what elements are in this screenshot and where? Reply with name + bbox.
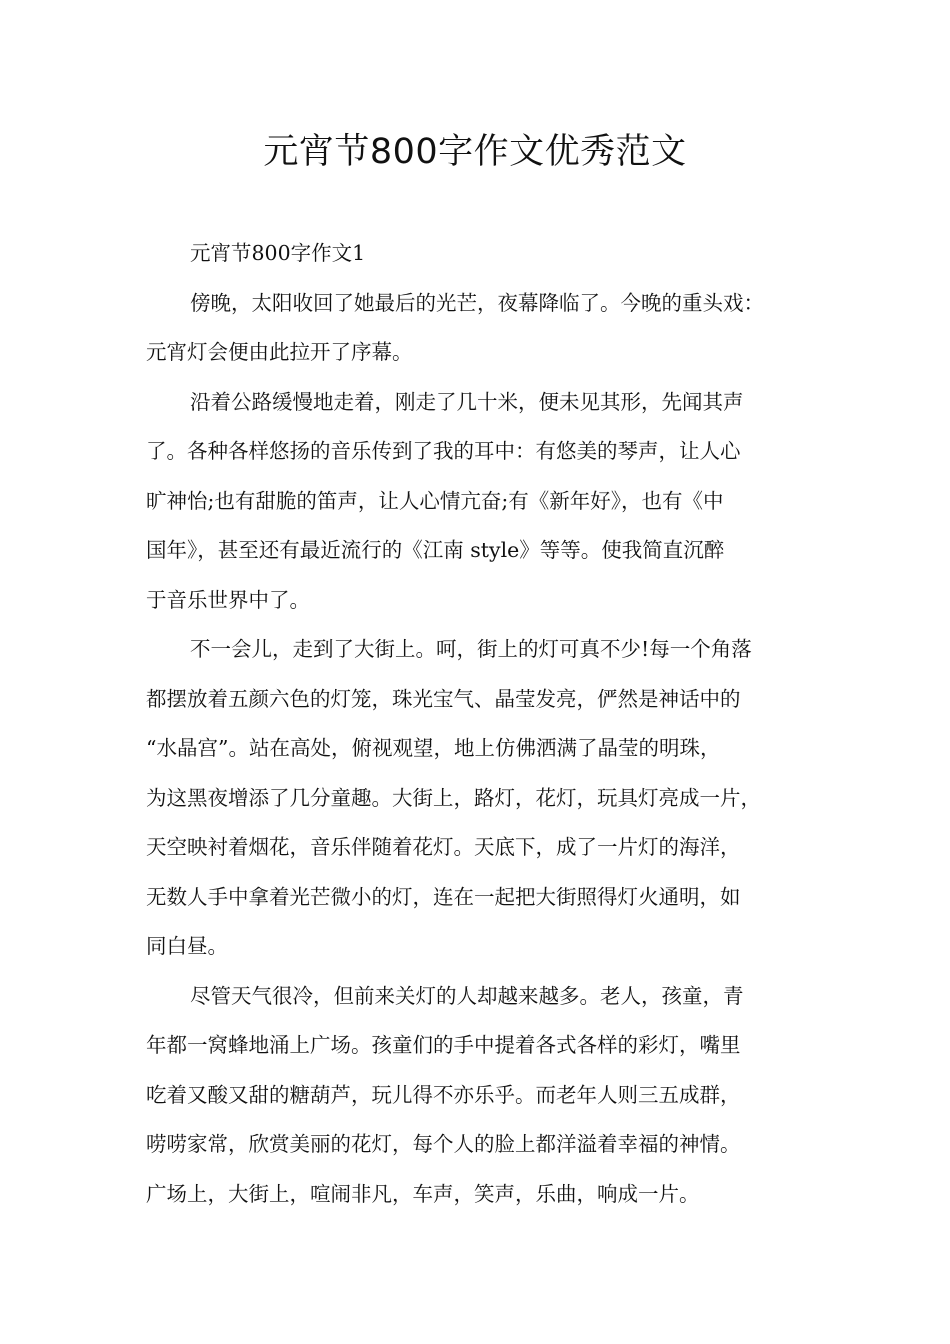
- paragraph-4: [146, 972, 822, 1220]
- document-title: 元宵节800字作文优秀范文: [263, 132, 687, 172]
- paragraph-line: 为这黑夜增添了几分童趣。大街上，路灯，花灯，玩具灯亮成一片，: [146, 785, 761, 810]
- paragraph-3: [146, 625, 822, 972]
- section-heading: 元宵节800字作文1: [190, 241, 366, 265]
- paragraph-line: 唠唠家常，欣赏美丽的花灯，每个人的脸上都洋溢着幸福的神情。: [146, 1132, 741, 1156]
- paragraph-1: [146, 279, 822, 378]
- paragraph-line: 旷神怡;也有甜脆的笛声，让人心情亢奋;有《新年好》，也有《中: [146, 488, 724, 513]
- paragraph-line: 都摆放着五颜六色的灯笼，珠光宝气、晶莹发亮，俨然是神话中的: [146, 686, 741, 711]
- paragraph-line: 沿着公路缓慢地走着，刚走了几十米，便未见其形，先闻其声: [190, 389, 744, 414]
- paragraph-line: 年都一窝蜂地涌上广场。孩童们的手中提着各式各样的彩灯，嘴里: [146, 1033, 741, 1057]
- paragraph-line: 了。各种各样悠扬的音乐传到了我的耳中：有悠美的琴声，让人心: [146, 439, 741, 463]
- paragraph-line: 吃着又酸又甜的糖葫芦，玩儿得不亦乐乎。而老年人则三五成群，: [146, 1082, 741, 1107]
- paragraph-line: 无数人手中拿着光芒微小的灯，连在一起把大街照得灯火通明，如: [146, 884, 741, 909]
- paragraph-line: 同白昼。: [146, 934, 228, 958]
- paragraph-line: 于音乐世界中了。: [146, 587, 310, 612]
- paragraph-line: “水晶宫”。站在高处，俯视观望，地上仿佛洒满了晶莹的明珠，: [146, 736, 721, 760]
- paragraph-line: 尽管天气很冷，但前来关灯的人却越来越多。老人，孩童，青: [190, 983, 744, 1008]
- document-body: [146, 229, 822, 1219]
- paragraph-2: [146, 378, 822, 626]
- paragraph-line: 傍晚，太阳收回了她最后的光芒，夜幕降临了。今晚的重头戏：: [190, 290, 764, 315]
- paragraph-line: 元宵灯会便由此拉开了序幕。: [146, 340, 413, 364]
- paragraph-line: 广场上，大街上，喧闹非凡，车声，笑声，乐曲，响成一片。: [146, 1181, 700, 1206]
- paragraph-line: 天空映衬着烟花，音乐伴随着花灯。天底下，成了一片灯的海洋，: [146, 835, 741, 859]
- paragraph-line: 不一会儿，走到了大街上。呵，街上的灯可真不少!每一个角落: [190, 637, 752, 661]
- paragraph-line: 国年》，甚至还有最近流行的《江南 style》等等。使我简直沉醉: [146, 538, 725, 562]
